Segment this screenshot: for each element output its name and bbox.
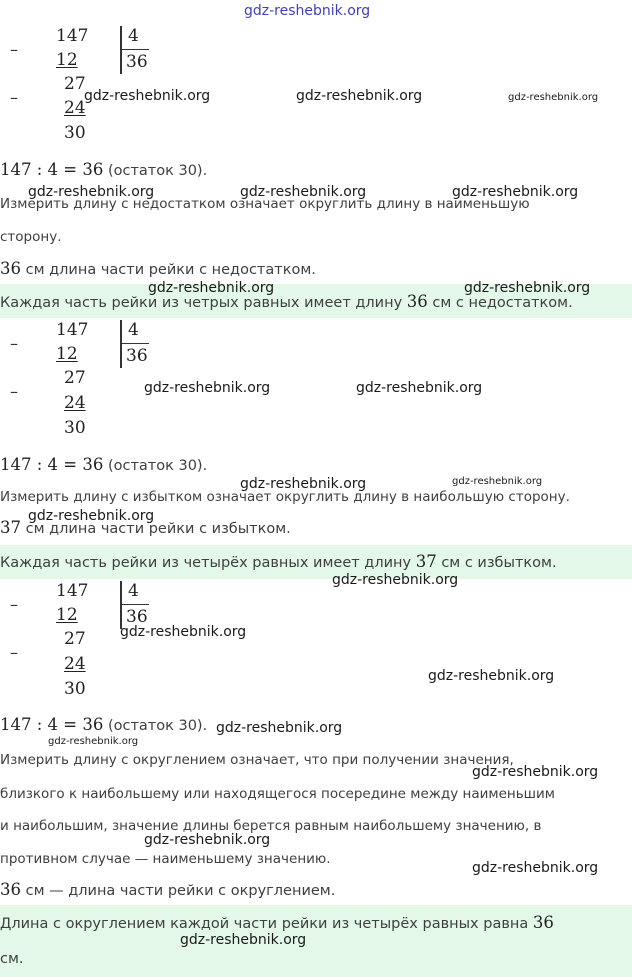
remainder-final: 30 xyxy=(64,123,86,143)
subtrahend-2: 24 xyxy=(64,393,86,413)
watermark: gdz-reshebnik.org xyxy=(144,380,271,396)
subtrahend-2: 24 xyxy=(64,98,86,118)
remainder-final: 30 xyxy=(64,418,86,438)
explanation-line: Измерить длину с избытком означает округлить длину в наибольшую сторону. xyxy=(0,489,570,505)
header-watermark: gdz-reshebnik.org xyxy=(244,3,371,19)
watermark: gdz-reshebnik.org xyxy=(296,88,423,104)
minus-sign: – xyxy=(10,88,18,107)
remainder-1: 27 xyxy=(64,368,86,388)
watermark: gdz-reshebnik.org xyxy=(28,508,155,524)
subtrahend-2: 24 xyxy=(64,654,86,674)
answer: Каждая часть рейки из четырёх равных имеет длину 37 см с избытком. xyxy=(0,552,557,571)
watermark: gdz-reshebnik.org xyxy=(240,476,367,492)
remainder-1: 27 xyxy=(64,74,86,94)
equation: 147 : 4 = 36 (остаток 30). xyxy=(0,455,208,474)
equation: 147 : 4 = 36 (остаток 30). xyxy=(0,160,208,179)
watermark: gdz-reshebnik.org xyxy=(144,832,271,848)
watermark: gdz-reshebnik.org xyxy=(28,184,155,200)
answer: Каждая часть рейки из четрых равных имеет длину 36 см с недостатком. xyxy=(0,292,573,311)
explanation-line: близкого к наибольшему или находящегося посередине между наименьшим xyxy=(0,786,555,802)
watermark: gdz-reshebnik.org xyxy=(508,92,599,103)
equation: 147 : 4 = 36 (остаток 30). xyxy=(0,715,208,734)
explanation-line: Измерить длину с округлением означает, что при получении значения, xyxy=(0,752,514,768)
watermark: gdz-reshebnik.org xyxy=(356,380,483,396)
explanation-line: противном случае — наименьшему значению. xyxy=(0,851,331,867)
minus-sign: – xyxy=(10,595,18,614)
watermark: gdz-reshebnik.org xyxy=(464,280,591,296)
watermark: gdz-reshebnik.org xyxy=(180,932,307,948)
dividend: 147 xyxy=(56,581,89,601)
minus-sign: – xyxy=(10,40,18,59)
watermark: gdz-reshebnik.org xyxy=(120,624,247,640)
watermark: gdz-reshebnik.org xyxy=(452,476,543,487)
watermark: gdz-reshebnik.org xyxy=(148,280,275,296)
divisor-line xyxy=(121,49,149,50)
minus-sign: – xyxy=(10,643,18,662)
quotient: 36 xyxy=(126,607,148,627)
statement: 36 см длина части рейки с недостатком. xyxy=(0,259,316,278)
watermark: gdz-reshebnik.org xyxy=(428,668,555,684)
watermark: gdz-reshebnik.org xyxy=(472,860,599,876)
divisor: 4 xyxy=(128,581,139,601)
watermark: gdz-reshebnik.org xyxy=(84,88,211,104)
answer-continuation: см. xyxy=(0,951,24,967)
quotient: 36 xyxy=(126,52,148,72)
remainder-final: 30 xyxy=(64,679,86,699)
minus-sign: – xyxy=(10,382,18,401)
statement: 36 см — длина части рейки с округлением. xyxy=(0,880,336,899)
minus-sign: – xyxy=(10,334,18,353)
divisor: 4 xyxy=(128,26,139,46)
subtrahend-1: 12 xyxy=(56,50,78,70)
explanation-line: сторону. xyxy=(0,229,62,245)
answer: Длина с округлением каждой части рейки из четырёх равных равна 36 xyxy=(0,913,554,932)
statement: 37 см длина части рейки с избытком. xyxy=(0,518,291,537)
explanation-line: Измерить длину с недостатком означает округлить длину в наименьшую xyxy=(0,196,530,212)
watermark: gdz-reshebnik.org xyxy=(332,572,459,588)
divisor-line xyxy=(121,604,149,605)
subtrahend-1: 12 xyxy=(56,344,78,364)
subtrahend-1: 12 xyxy=(56,605,78,625)
watermark: gdz-reshebnik.org xyxy=(48,736,139,747)
watermark: gdz-reshebnik.org xyxy=(240,184,367,200)
watermark: gdz-reshebnik.org xyxy=(452,184,579,200)
dividend: 147 xyxy=(56,320,89,340)
divisor-line xyxy=(121,343,149,344)
watermark: gdz-reshebnik.org xyxy=(472,764,599,780)
explanation-line: и наибольшим, значение длины берется равным наибольшему значению, в xyxy=(0,818,542,834)
remainder-1: 27 xyxy=(64,629,86,649)
divisor: 4 xyxy=(128,320,139,340)
quotient: 36 xyxy=(126,346,148,366)
dividend: 147 xyxy=(56,26,89,46)
watermark: gdz-reshebnik.org xyxy=(216,720,343,736)
